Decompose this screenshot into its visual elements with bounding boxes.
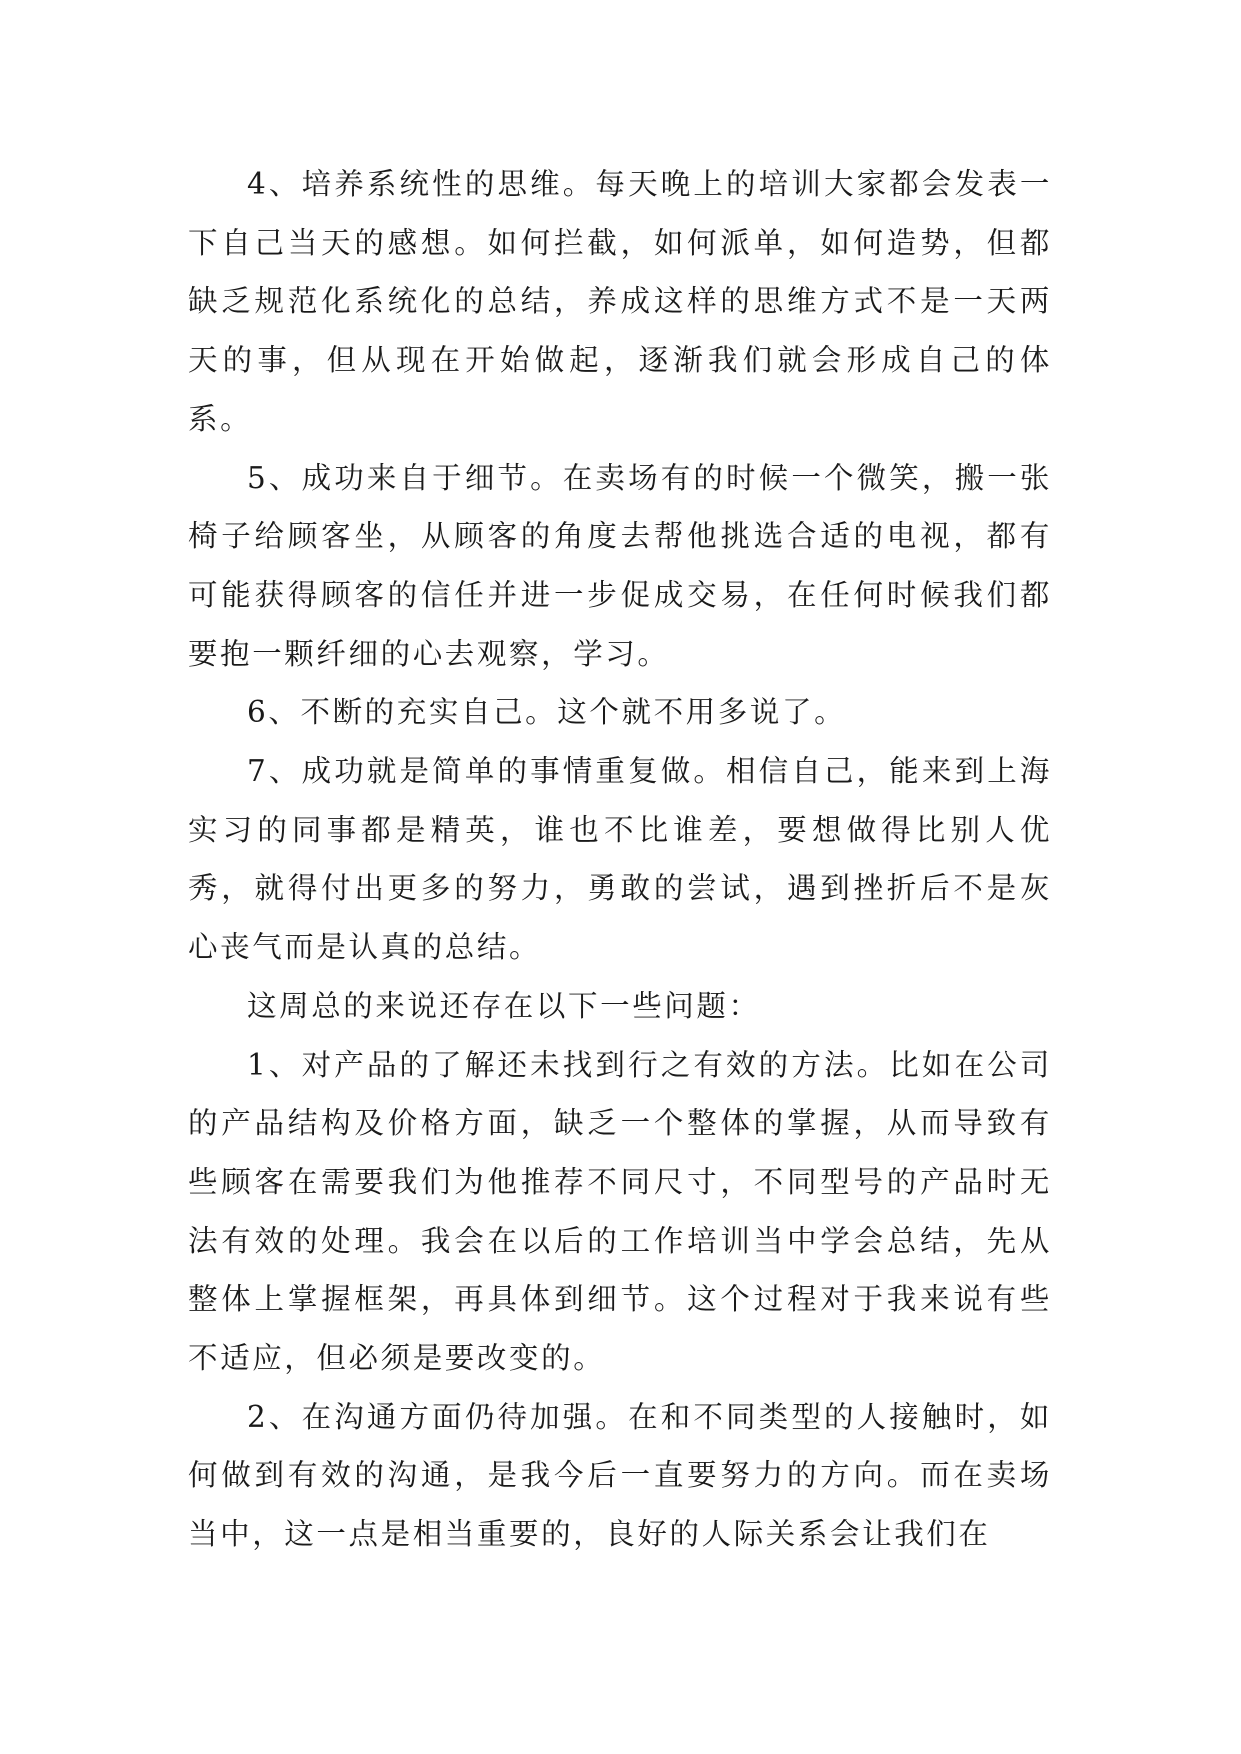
paragraph-point-4: 4、培养系统性的思维。每天晚上的培训大家都会发表一下自己当天的感想。如何拦截，如何派单，如何造势，但都缺乏规范化系统化的总结，养成这样的思维方式不是一天两天的事，但从现在开始做起，逐渐我们就会形成自己的体系。 [188,167,1052,436]
paragraph-point-7: 7、成功就是简单的事情重复做。相信自己，能来到上海实习的同事都是精英，谁也不比谁差，要想做得比别人优秀，就得付出更多的努力，勇敢的尝试，遇到挫折后不是灰心丧气而是认真的总结。 [188,754,1052,965]
paragraph-problem-2: 2、在沟通方面仍待加强。在和不同类型的人接触时，如何做到有效的沟通，是我今后一直要努力的方向。而在卖场当中，这一点是相当重要的，良好的人际关系会让我们在 [188,1399,1052,1552]
paragraph-point-6: 6、不断的充实自己。这个就不用多说了。 [247,695,847,730]
document-body [188,155,1052,1564]
paragraph-problem-1: 1、对产品的了解还未找到行之有效的方法。比如在公司的产品结构及价格方面，缺乏一个整体的掌握，从而导致有些顾客在需要我们为他推荐不同尺寸，不同型号的产品时无法有效的处理。我会在以后的工作培训当中学会总结，先从整体上掌握框架，再具体到细节。这个过程对于我来说有些不适应，但必须是要改变的。 [188,1047,1052,1376]
paragraph-point-5: 5、成功来自于细节。在卖场有的时候一个微笑，搬一张椅子给顾客坐，从顾客的角度去帮他挑选合适的电视，都有可能获得顾客的信任并进一步促成交易，在任何时候我们都要抱一颗纤细的心去观察，学习。 [188,460,1052,671]
paragraph-problems-intro: 这周总的来说还存在以下一些问题： [247,988,761,1023]
